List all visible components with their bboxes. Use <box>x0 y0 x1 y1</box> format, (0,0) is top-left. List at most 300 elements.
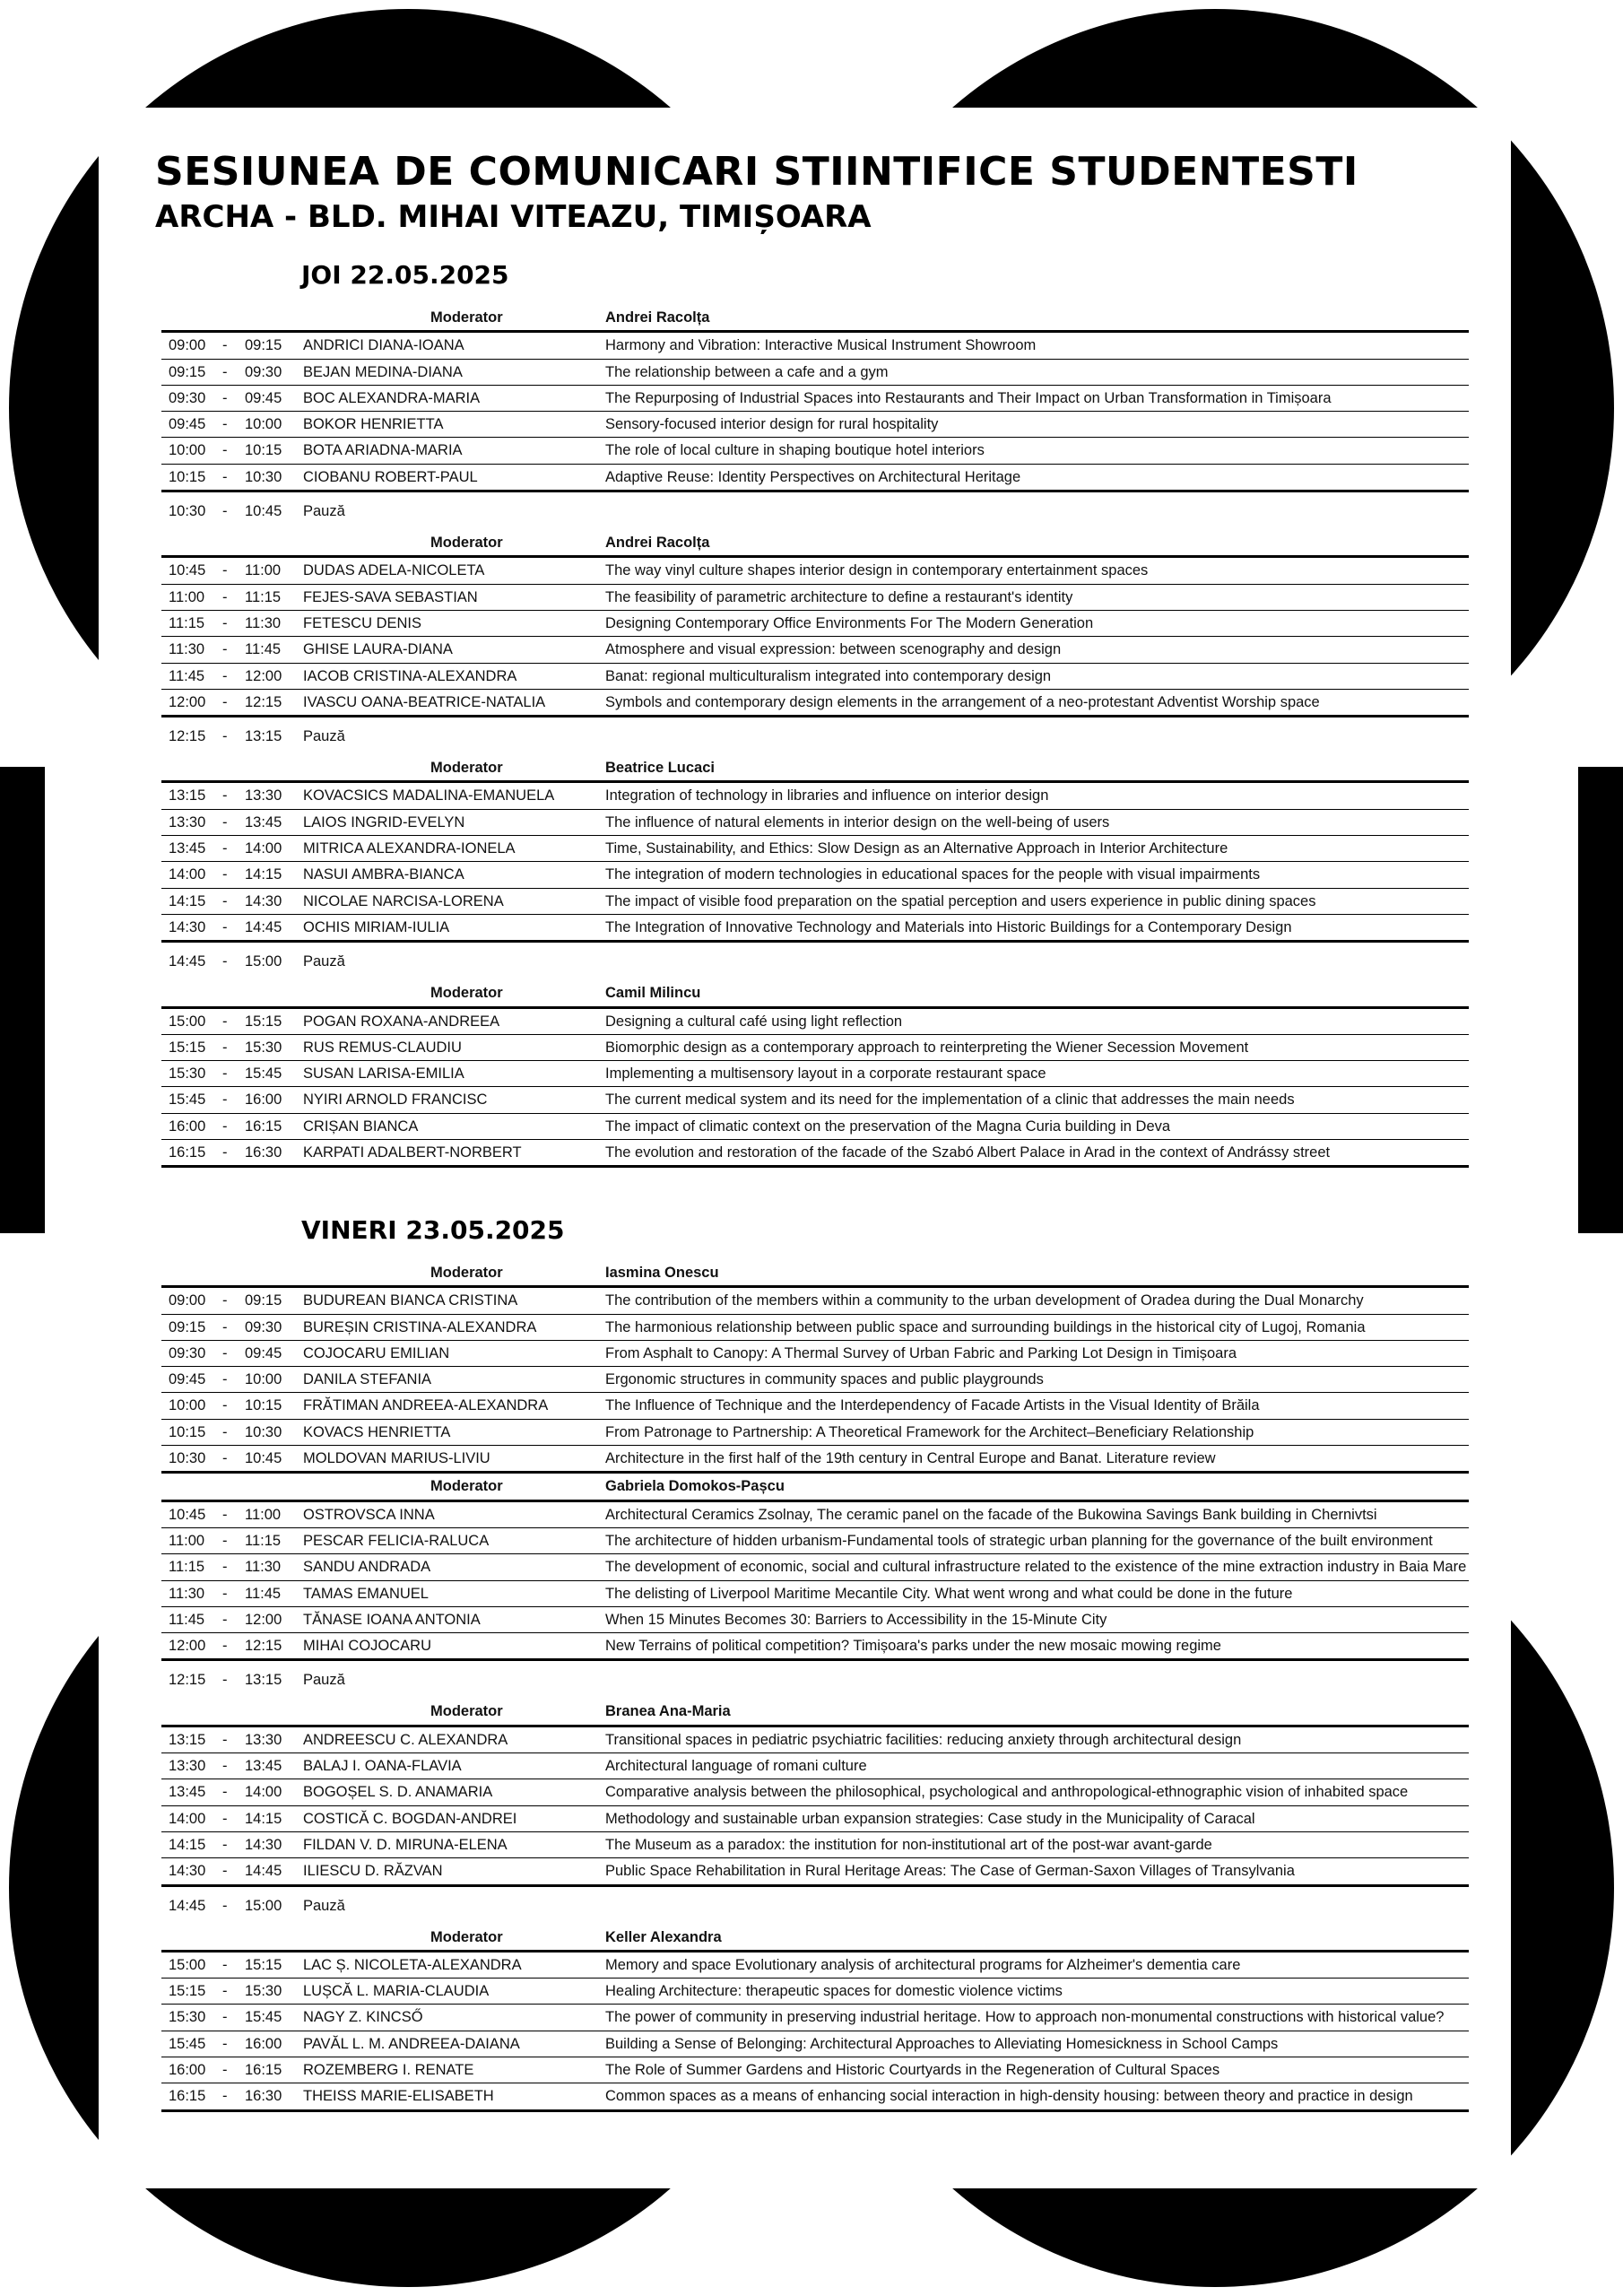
time-separator: - <box>222 2088 228 2105</box>
break-start-time: 12:15 <box>169 728 206 745</box>
end-time: 11:30 <box>245 614 282 631</box>
time-separator: - <box>222 1091 228 1109</box>
session-row <box>161 1581 1469 1607</box>
break-start-time: 12:15 <box>169 1672 206 1689</box>
presenter-name: BEJAN MEDINA-DIANA <box>303 363 463 380</box>
presentation-title: The Influence of Technique and the Interdependency of Facade Artists in the Visual Identity of Brăila <box>605 1397 1260 1414</box>
start-time: 10:00 <box>169 1397 206 1414</box>
time-separator: - <box>222 1758 228 1775</box>
end-time: 16:15 <box>245 2062 282 2079</box>
start-time: 12:00 <box>169 1638 206 1655</box>
session-row <box>161 1753 1469 1779</box>
start-time: 10:15 <box>169 1423 206 1440</box>
end-time: 16:30 <box>245 1144 282 1161</box>
end-time: 11:45 <box>245 641 282 658</box>
presenter-name: TAMAS EMANUEL <box>303 1585 429 1602</box>
time-separator: - <box>222 641 228 658</box>
break-label: Pauză <box>303 953 345 970</box>
time-separator: - <box>222 1863 228 1880</box>
time-separator: - <box>222 1065 228 1083</box>
presentation-title: When 15 Minutes Becomes 30: Barriers to Accessibility in the 15-Minute City <box>605 1611 1107 1628</box>
day-heading-friday: VINERI 23.05.2025 <box>301 1215 565 1245</box>
presenter-name: POGAN ROXANA-ANDREEA <box>303 1013 500 1030</box>
session-row <box>161 1979 1469 2005</box>
presenter-name: BOKOR HENRIETTA <box>303 416 444 433</box>
time-separator: - <box>222 1344 228 1361</box>
presentation-title: The evolution and restoration of the facade of the Szabó Albert Palace in Arad in the context of Andrássy street <box>605 1144 1331 1161</box>
start-time: 09:30 <box>169 1344 206 1361</box>
end-time: 13:30 <box>245 1731 282 1748</box>
presenter-name: KARPATI ADALBERT-NORBERT <box>303 1144 522 1161</box>
presentation-title: Building a Sense of Belonging: Architectural Approaches to Alleviating Homesickness in School Camps <box>605 2035 1279 2052</box>
presenter-name: OCHIS MIRIAM-IULIA <box>303 918 450 935</box>
presenter-name: KOVACS HENRIETTA <box>303 1423 451 1440</box>
start-time: 15:30 <box>169 2009 206 2026</box>
start-time: 15:45 <box>169 1091 206 1109</box>
session-row <box>161 1087 1469 1113</box>
break-label: Pauză <box>303 1897 345 1914</box>
time-separator: - <box>222 1013 228 1030</box>
start-time: 14:15 <box>169 1836 206 1853</box>
end-time: 09:15 <box>245 337 282 354</box>
start-time: 13:30 <box>169 1758 206 1775</box>
session-row <box>161 611 1469 637</box>
session-row <box>161 585 1469 611</box>
end-time: 11:15 <box>245 1532 282 1549</box>
presentation-title: Healing Architecture: therapeutic spaces for domestic violence victims <box>605 1983 1063 2000</box>
end-time: 15:45 <box>245 1065 282 1083</box>
end-time: 16:30 <box>245 2088 282 2105</box>
presenter-name: BOTA ARIADNA-MARIA <box>303 442 463 459</box>
end-time: 14:30 <box>245 892 282 909</box>
presenter-name: CIOBANU ROBERT-PAUL <box>303 468 478 485</box>
time-separator: - <box>222 953 228 970</box>
presentation-title: The Integration of Innovative Technology and Materials into Historic Buildings for a Contemporary Design <box>605 918 1292 935</box>
break-start-time: 10:30 <box>169 503 206 520</box>
start-time: 13:15 <box>169 787 206 804</box>
time-separator: - <box>222 468 228 485</box>
session-row <box>161 1061 1469 1087</box>
start-time: 11:30 <box>169 641 205 658</box>
presenter-name: MIHAI COJOCARU <box>303 1638 432 1655</box>
moderator-name: Camil Milincu <box>605 985 701 1002</box>
presentation-title: The Museum as a paradox: the institution for non-institutional art of the post-war avant-garde <box>605 1836 1212 1853</box>
end-time: 11:00 <box>245 562 282 579</box>
presentation-title: The way vinyl culture shapes interior design in contemporary entertainment spaces <box>605 562 1149 579</box>
presenter-name: THEISS MARIE-ELISABETH <box>303 2088 494 2105</box>
moderator-name: Gabriela Domokos-Pașcu <box>605 1478 785 1495</box>
presenter-name: DANILA STEFANIA <box>303 1371 432 1388</box>
presenter-name: IACOB CRISTINA-ALEXANDRA <box>303 667 517 684</box>
presenter-name: COSTICĂ C. BOGDAN-ANDREI <box>303 1810 517 1827</box>
start-time: 11:00 <box>169 588 205 605</box>
presentation-title: The feasibility of parametric architecture to define a restaurant's identity <box>605 588 1073 605</box>
time-separator: - <box>222 1532 228 1549</box>
presenter-name: FEJES-SAVA SEBASTIAN <box>303 588 478 605</box>
end-time: 14:00 <box>245 840 282 857</box>
moderator-name: Andrei Racolța <box>605 535 710 552</box>
end-time: 10:15 <box>245 442 282 459</box>
start-time: 09:15 <box>169 1318 206 1335</box>
session-row <box>161 1420 1469 1446</box>
presentation-title: Designing a cultural café using light reflection <box>605 1013 903 1030</box>
break-row <box>161 492 1469 530</box>
time-separator: - <box>222 1810 228 1827</box>
session-row <box>161 1288 1469 1314</box>
presenter-name: GHISE LAURA-DIANA <box>303 641 453 658</box>
moderator-label: Moderator <box>430 1928 503 1945</box>
time-separator: - <box>222 693 228 710</box>
break-end-time: 13:15 <box>245 728 282 745</box>
end-time: 15:45 <box>245 2009 282 2026</box>
presentation-title: The power of community in preserving industrial heritage. How to approach non-monumental constructions with historical value? <box>605 2009 1445 2026</box>
presentation-title: The delisting of Liverpool Maritime Mecantile City. What went wrong and what could be done in the future <box>605 1585 1293 1602</box>
end-time: 11:45 <box>245 1585 282 1602</box>
end-time: 14:45 <box>245 1863 282 1880</box>
session-row <box>161 1502 1469 1528</box>
time-separator: - <box>222 416 228 433</box>
presenter-name: PAVĂL L. M. ANDREEA-DAIANA <box>303 2035 520 2052</box>
moderator-label: Moderator <box>430 1478 503 1495</box>
end-time: 13:45 <box>245 813 282 831</box>
presentation-title: Architecture in the first half of the 19th century in Central Europe and Banat. Literature review <box>605 1450 1216 1467</box>
start-time: 11:15 <box>169 614 205 631</box>
time-separator: - <box>222 1897 228 1914</box>
presentation-title: Biomorphic design as a contemporary approach to reinterpreting the Wiener Secession Movement <box>605 1039 1249 1056</box>
end-time: 10:45 <box>245 1450 282 1467</box>
presentation-title: Symbols and contemporary design elements in the arrangement of a neo-protestant Adventist Worship space <box>605 693 1320 710</box>
time-separator: - <box>222 728 228 745</box>
start-time: 09:45 <box>169 416 206 433</box>
time-separator: - <box>222 866 228 883</box>
start-time: 09:15 <box>169 363 206 380</box>
time-separator: - <box>222 1039 228 1056</box>
session-row <box>161 1367 1469 1393</box>
end-time: 10:30 <box>245 468 282 485</box>
start-time: 15:15 <box>169 1039 206 1056</box>
time-separator: - <box>222 667 228 684</box>
end-time: 10:00 <box>245 416 282 433</box>
schedule-table-day-2 <box>161 1260 1469 2112</box>
start-time: 14:30 <box>169 1863 206 1880</box>
session-row <box>161 836 1469 862</box>
session-row <box>161 1727 1469 1753</box>
moderator-name: Branea Ana-Maria <box>605 1703 731 1720</box>
session-row <box>161 1114 1469 1140</box>
moderator-label: Moderator <box>430 309 503 326</box>
start-time: 11:30 <box>169 1585 205 1602</box>
presenter-name: ILIESCU D. RĂZVAN <box>303 1863 443 1880</box>
page-subtitle: ARCHA - BLD. MIHAI VITEAZU, TIMIȘOARA <box>155 199 872 235</box>
session-row <box>161 386 1469 412</box>
start-time: 10:15 <box>169 468 206 485</box>
presenter-name: COJOCARU EMILIAN <box>303 1344 450 1361</box>
end-time: 14:15 <box>245 866 282 883</box>
presenter-name: TĂNASE IOANA ANTONIA <box>303 1611 481 1628</box>
moderator-label: Moderator <box>430 1265 503 1281</box>
time-separator: - <box>222 503 228 520</box>
moderator-row <box>161 1699 1469 1726</box>
end-time: 10:00 <box>245 1371 282 1388</box>
session-row <box>161 810 1469 836</box>
presentation-title: Memory and space Evolutionary analysis of architectural programs for Alzheimer's dementia care <box>605 1956 1241 1973</box>
break-label: Pauză <box>303 503 345 520</box>
start-time: 10:30 <box>169 1450 206 1467</box>
time-separator: - <box>222 1371 228 1388</box>
presentation-title: The harmonious relationship between public space and surrounding buildings in the historical city of Lugoj, Romania <box>605 1318 1366 1335</box>
presentation-title: Time, Sustainability, and Ethics: Slow Design as an Alternative Approach in Interior Architecture <box>605 840 1228 857</box>
time-separator: - <box>222 1318 228 1335</box>
break-start-time: 14:45 <box>169 953 206 970</box>
session-row <box>161 1633 1469 1661</box>
end-time: 13:30 <box>245 787 282 804</box>
start-time: 15:00 <box>169 1013 206 1030</box>
presenter-name: CRIȘAN BIANCA <box>303 1118 419 1135</box>
presentation-title: The relationship between a cafe and a gym <box>605 363 889 380</box>
start-time: 14:00 <box>169 1810 206 1827</box>
presenter-name: BOGOȘEL S. D. ANAMARIA <box>303 1784 493 1801</box>
schedule-sheet <box>99 108 1511 2188</box>
presentation-title: Harmony and Vibration: Interactive Musical Instrument Showroom <box>605 337 1037 354</box>
presentation-title: Architectural Ceramics Zsolnay, The ceramic panel on the facade of the Bukowina Savings Bank building in Chernivtsi <box>605 1506 1377 1523</box>
end-time: 11:30 <box>245 1559 282 1576</box>
session-row <box>161 1315 1469 1341</box>
presenter-name: BUDUREAN BIANCA CRISTINA <box>303 1292 518 1309</box>
presenter-name: LUȘCĂ L. MARIA-CLAUDIA <box>303 1983 490 2000</box>
start-time: 13:15 <box>169 1731 206 1748</box>
presentation-title: Sensory-focused interior design for rural hospitality <box>605 416 939 433</box>
session-row <box>161 1806 1469 1832</box>
session-row <box>161 438 1469 464</box>
presentation-title: Methodology and sustainable urban expansion strategies: Case study in the Municipality of Caracal <box>605 1810 1255 1827</box>
start-time: 12:00 <box>169 693 206 710</box>
time-separator: - <box>222 1397 228 1414</box>
start-time: 10:45 <box>169 562 206 579</box>
session-row <box>161 1528 1469 1554</box>
session-row <box>161 360 1469 386</box>
presentation-title: Implementing a multisensory layout in a corporate restaurant space <box>605 1065 1046 1083</box>
presenter-name: FRĂTIMAN ANDREEA-ALEXANDRA <box>303 1397 549 1414</box>
start-time: 11:45 <box>169 667 205 684</box>
presentation-title: The impact of climatic context on the preservation of the Magna Curia building in Deva <box>605 1118 1171 1135</box>
end-time: 11:15 <box>245 588 282 605</box>
presentation-title: The Repurposing of Industrial Spaces into Restaurants and Their Impact on Urban Transformation in Timișoara <box>605 389 1332 406</box>
time-separator: - <box>222 1956 228 1973</box>
session-row <box>161 1554 1469 1580</box>
end-time: 10:30 <box>245 1423 282 1440</box>
time-separator: - <box>222 614 228 631</box>
session-row <box>161 1009 1469 1035</box>
break-row <box>161 1661 1469 1699</box>
start-time: 13:45 <box>169 840 206 857</box>
start-time: 13:30 <box>169 813 206 831</box>
start-time: 09:30 <box>169 389 206 406</box>
presenter-name: FILDAN V. D. MIRUNA-ELENA <box>303 1836 508 1853</box>
moderator-row <box>161 1474 1469 1501</box>
presenter-name: NAGY Z. KINCSŐ <box>303 2009 423 2026</box>
presenter-name: PESCAR FELICIA-RALUCA <box>303 1532 490 1549</box>
end-time: 14:15 <box>245 1810 282 1827</box>
start-time: 14:15 <box>169 892 206 909</box>
presentation-title: Integration of technology in libraries and influence on interior design <box>605 787 1049 804</box>
presentation-title: Ergonomic structures in community spaces and public playgrounds <box>605 1371 1044 1388</box>
moderator-row <box>161 305 1469 333</box>
presenter-name: BOC ALEXANDRA-MARIA <box>303 389 481 406</box>
schedule-table-day-1 <box>161 305 1469 1168</box>
end-time: 12:15 <box>245 1638 282 1655</box>
end-time: 15:30 <box>245 1983 282 2000</box>
session-row <box>161 2083 1469 2111</box>
session-row <box>161 1858 1469 1886</box>
session-row <box>161 1952 1469 1979</box>
start-time: 16:00 <box>169 2062 206 2079</box>
session-row <box>161 558 1469 584</box>
session-row <box>161 1607 1469 1633</box>
moderator-row <box>161 980 1469 1008</box>
start-time: 10:00 <box>169 442 206 459</box>
start-time: 09:00 <box>169 337 206 354</box>
time-separator: - <box>222 562 228 579</box>
time-separator: - <box>222 1292 228 1309</box>
time-separator: - <box>222 588 228 605</box>
presenter-name: KOVACSICS MADALINA-EMANUELA <box>303 787 555 804</box>
moderator-label: Moderator <box>430 760 503 777</box>
moderator-label: Moderator <box>430 1703 503 1720</box>
end-time: 09:30 <box>245 1318 282 1335</box>
time-separator: - <box>222 442 228 459</box>
time-separator: - <box>222 1118 228 1135</box>
presenter-name: LAIOS INGRID-EVELYN <box>303 813 465 831</box>
end-time: 16:00 <box>245 1091 282 1109</box>
presentation-title: The architecture of hidden urbanism-Fundamental tools of strategic urban planning for the governance of the built environment <box>605 1532 1433 1549</box>
end-time: 09:30 <box>245 363 282 380</box>
time-separator: - <box>222 1672 228 1689</box>
presentation-title: Architectural language of romani culture <box>605 1758 867 1775</box>
session-row <box>161 1446 1469 1474</box>
presenter-name: NYIRI ARNOLD FRANCISC <box>303 1091 488 1109</box>
time-separator: - <box>222 1983 228 2000</box>
break-label: Pauză <box>303 1672 345 1689</box>
moderator-row <box>161 530 1469 558</box>
start-time: 11:45 <box>169 1611 205 1628</box>
day-heading-thursday: JOI 22.05.2025 <box>301 260 509 290</box>
break-end-time: 13:15 <box>245 1672 282 1689</box>
presenter-name: NASUI AMBRA-BIANCA <box>303 866 464 883</box>
presentation-title: Transitional spaces in pediatric psychiatric facilities: reducing anxiety through architectural design <box>605 1731 1242 1748</box>
start-time: 15:00 <box>169 1956 206 1973</box>
end-time: 14:00 <box>245 1784 282 1801</box>
time-separator: - <box>222 1731 228 1748</box>
break-end-time: 15:00 <box>245 1897 282 1914</box>
session-row <box>161 412 1469 438</box>
break-label: Pauză <box>303 728 345 745</box>
presenter-name: SANDU ANDRADA <box>303 1559 431 1576</box>
break-end-time: 10:45 <box>245 503 282 520</box>
end-time: 10:15 <box>245 1397 282 1414</box>
moderator-row <box>161 1925 1469 1952</box>
end-time: 09:45 <box>245 1344 282 1361</box>
session-row <box>161 1779 1469 1805</box>
end-time: 12:00 <box>245 667 282 684</box>
session-row <box>161 664 1469 690</box>
start-time: 16:15 <box>169 1144 206 1161</box>
start-time: 13:45 <box>169 1784 206 1801</box>
start-time: 15:30 <box>169 1065 206 1083</box>
presenter-name: BALAJ I. OANA-FLAVIA <box>303 1758 462 1775</box>
break-start-time: 14:45 <box>169 1897 206 1914</box>
presentation-title: The impact of visible food preparation on the spatial perception and users experience in public dining spaces <box>605 892 1316 909</box>
page-title: SESIUNEA DE COMUNICARI STIINTIFICE STUDENTESTI <box>155 149 1358 195</box>
time-separator: - <box>222 363 228 380</box>
moderator-row <box>161 1260 1469 1288</box>
time-separator: - <box>222 787 228 804</box>
time-separator: - <box>222 1638 228 1655</box>
end-time: 13:45 <box>245 1758 282 1775</box>
time-separator: - <box>222 337 228 354</box>
end-time: 16:00 <box>245 2035 282 2052</box>
presenter-name: MOLDOVAN MARIUS-LIVIU <box>303 1450 490 1467</box>
break-row <box>161 718 1469 755</box>
presentation-title: From Patronage to Partnership: A Theoretical Framework for the Architect–Beneficiary Relationship <box>605 1423 1254 1440</box>
presentation-title: The integration of modern technologies in educational spaces for the people with visual impairments <box>605 866 1261 883</box>
presentation-title: Adaptive Reuse: Identity Perspectives on Architectural Heritage <box>605 468 1021 485</box>
start-time: 09:45 <box>169 1371 206 1388</box>
end-time: 09:15 <box>245 1292 282 1309</box>
moderator-label: Moderator <box>430 535 503 552</box>
time-separator: - <box>222 840 228 857</box>
session-row <box>161 862 1469 888</box>
moderator-label: Moderator <box>430 985 503 1002</box>
presentation-title: Comparative analysis between the philosophical, psychological and anthropological-ethnographic vision of inhabited space <box>605 1784 1409 1801</box>
presentation-title: Atmosphere and visual expression: between scenography and design <box>605 641 1062 658</box>
moderator-name: Keller Alexandra <box>605 1928 722 1945</box>
start-time: 09:00 <box>169 1292 206 1309</box>
start-time: 16:00 <box>169 1118 206 1135</box>
time-separator: - <box>222 2062 228 2079</box>
presentation-title: The Role of Summer Gardens and Historic Courtyards in the Regeneration of Cultural Spaces <box>605 2062 1220 2079</box>
time-separator: - <box>222 1611 228 1628</box>
presenter-name: NICOLAE NARCISA-LORENA <box>303 892 504 909</box>
start-time: 11:15 <box>169 1559 205 1576</box>
moderator-row <box>161 755 1469 783</box>
presentation-title: The influence of natural elements in interior design on the well-being of users <box>605 813 1110 831</box>
moderator-name: Iasmina Onescu <box>605 1265 719 1281</box>
session-row <box>161 465 1469 492</box>
session-row <box>161 915 1469 943</box>
end-time: 14:30 <box>245 1836 282 1853</box>
moderator-name: Andrei Racolța <box>605 309 710 326</box>
time-separator: - <box>222 918 228 935</box>
presenter-name: ANDREESCU C. ALEXANDRA <box>303 1731 508 1748</box>
start-time: 14:30 <box>169 918 206 935</box>
start-time: 11:00 <box>169 1532 205 1549</box>
presenter-name: OSTROVSCA INNA <box>303 1506 435 1523</box>
end-time: 12:00 <box>245 1611 282 1628</box>
end-time: 12:15 <box>245 693 282 710</box>
time-separator: - <box>222 1784 228 1801</box>
time-separator: - <box>222 1144 228 1161</box>
start-time: 10:45 <box>169 1506 206 1523</box>
session-row <box>161 2005 1469 2031</box>
presenter-name: BUREȘIN CRISTINA-ALEXANDRA <box>303 1318 537 1335</box>
session-row <box>161 1140 1469 1168</box>
time-separator: - <box>222 1559 228 1576</box>
presenter-name: DUDAS ADELA-NICOLETA <box>303 562 485 579</box>
time-separator: - <box>222 1423 228 1440</box>
end-time: 14:45 <box>245 918 282 935</box>
session-row <box>161 2031 1469 2057</box>
presenter-name: IVASCU OANA-BEATRICE-NATALIA <box>303 693 546 710</box>
